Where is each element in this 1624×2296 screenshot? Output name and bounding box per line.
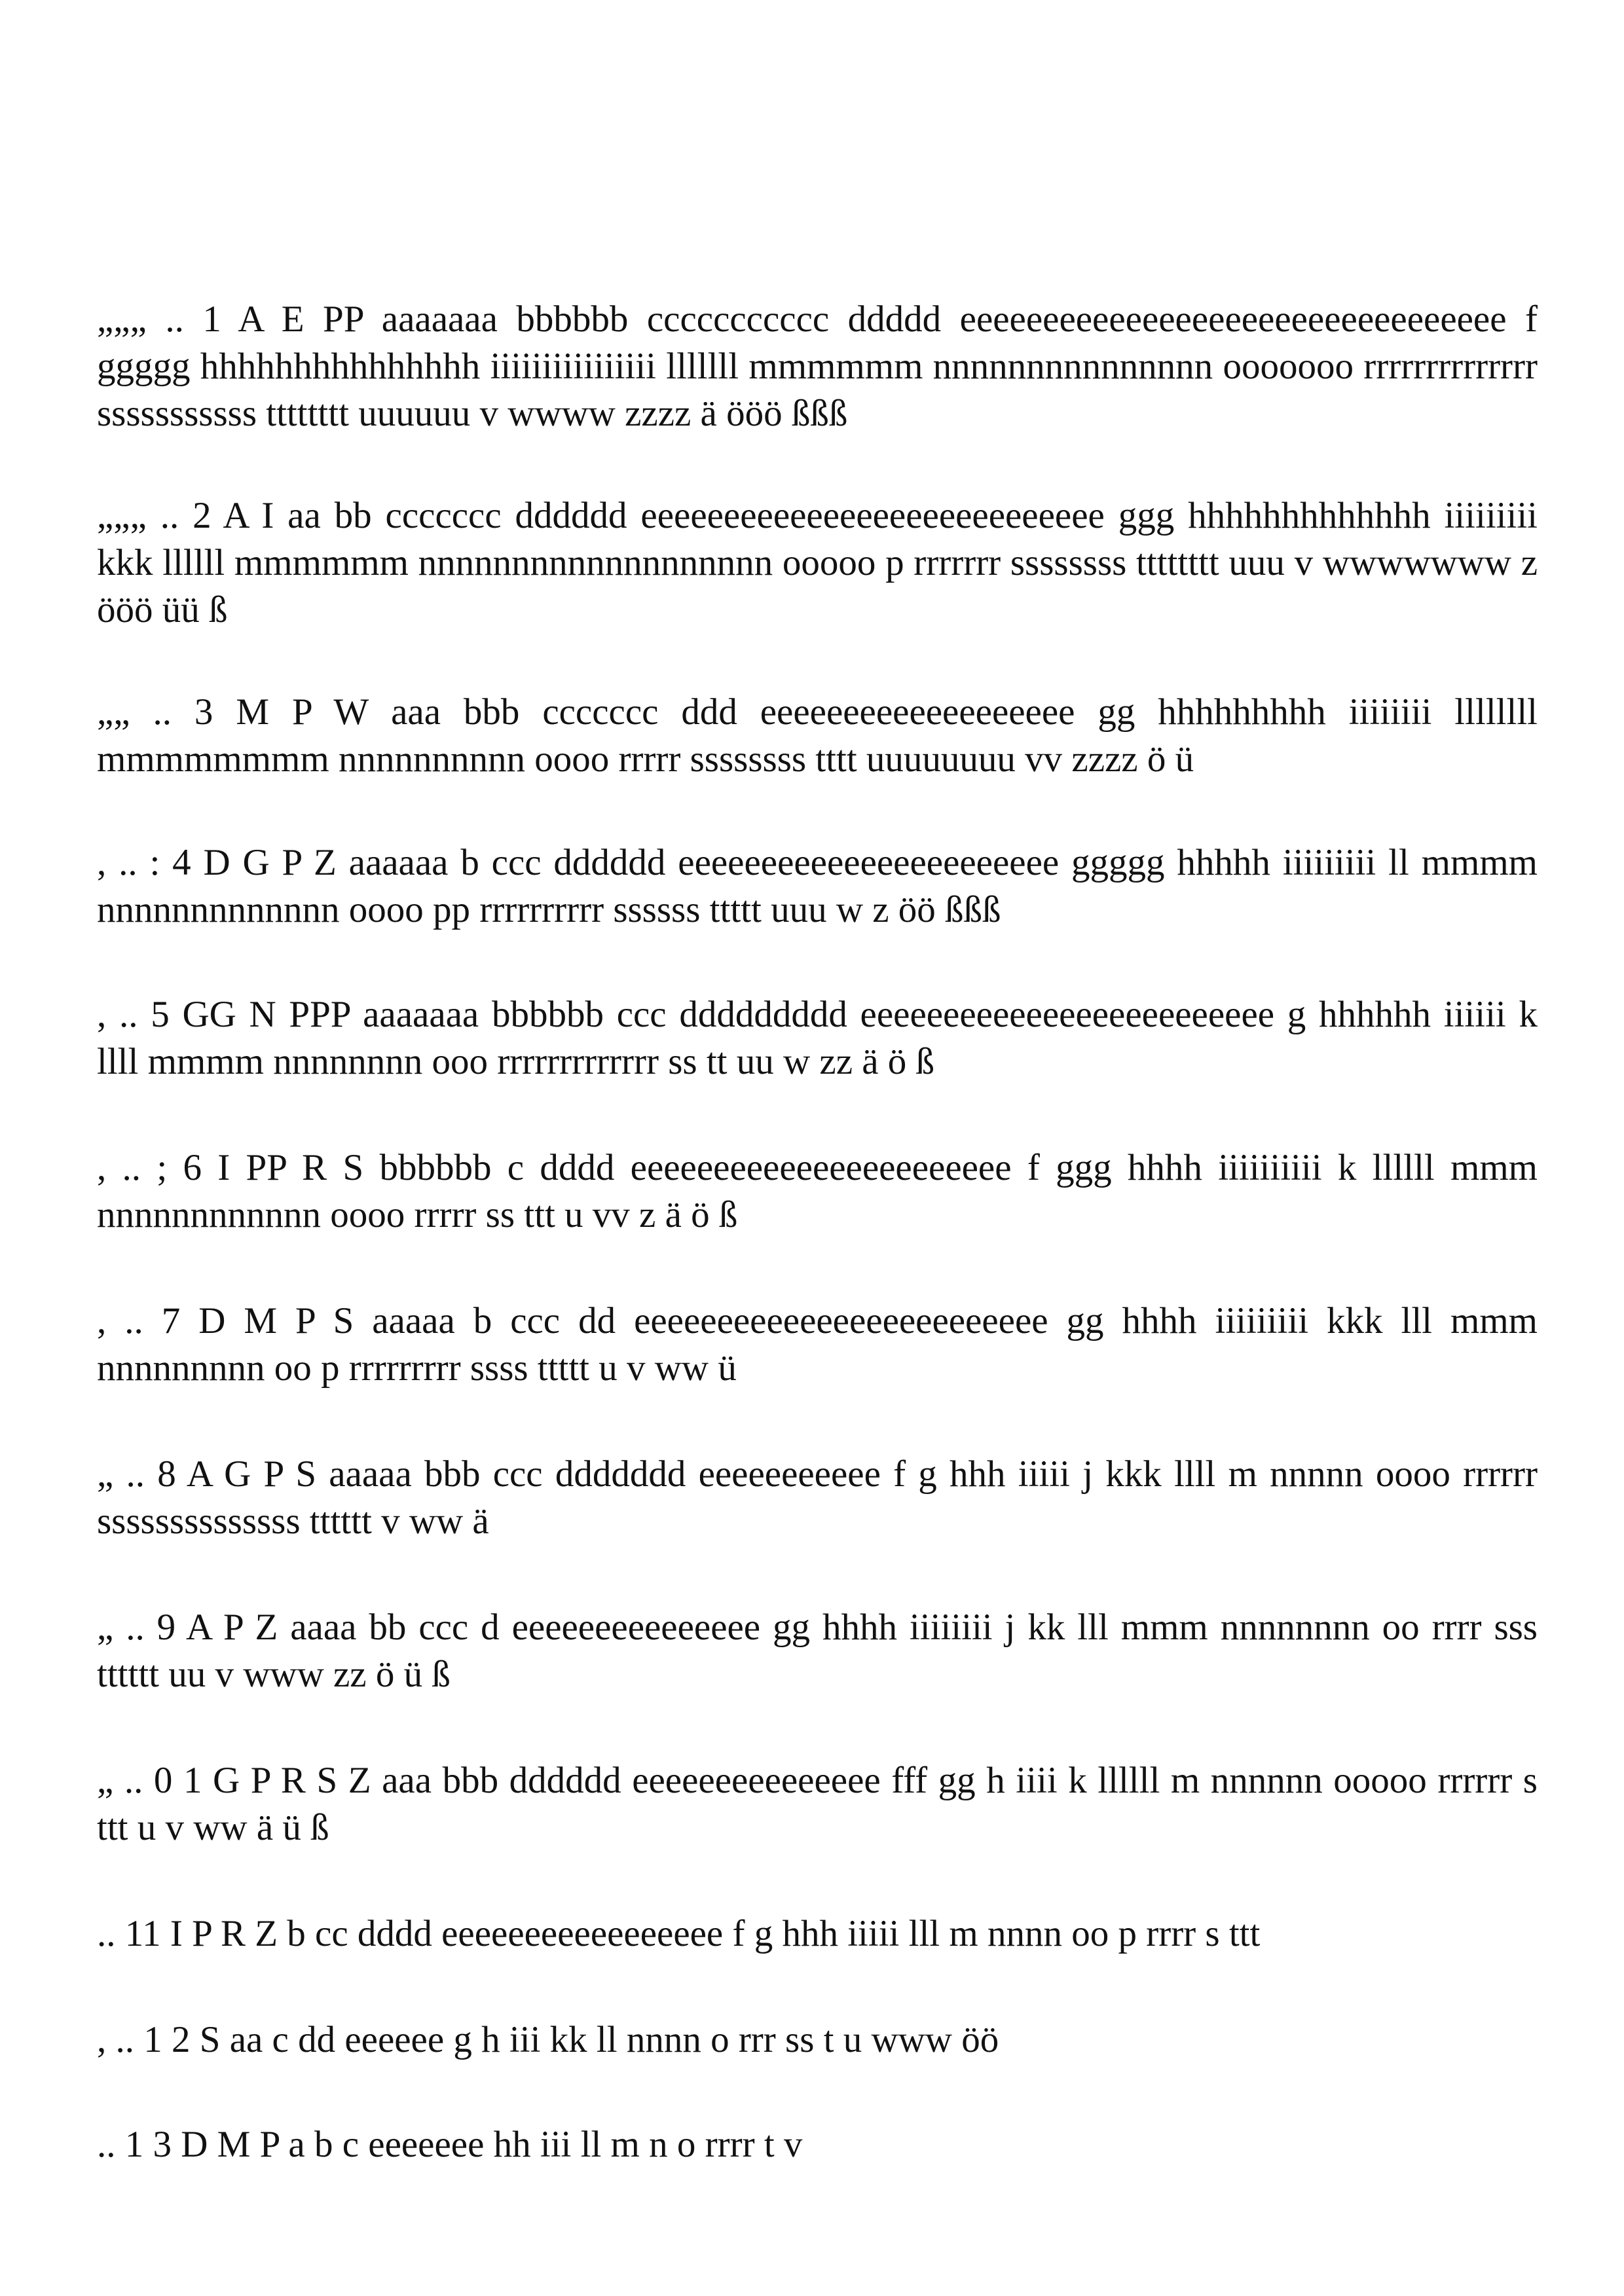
paragraph-2: „„„ .. 2 A I aa bb ccccccc dddddd eeeeeeeeeeeeeeeeeeeeeeeeeeee ggg hhhhhhhhhhhhh iiiiiiiii kkk llllll mmmmmm nnnnnnnnnnnnnnnnnnn ooooo p rrrrrrr ssssssss tttttttt uuu v wwwwwww z ööö üü ß [97, 495, 1538, 630]
paragraph-7: , .. 7 D M P S aaaaa b ccc dd eeeeeeeeeeeeeeeeeeeeeeeee gg hhhh iiiiiiiii kkk lll mmm nnnnnnnnn oo p rrrrrrrrr ssss ttttt u v ww ü [97, 1300, 1538, 1389]
paragraph-4: , .. : 4 D G P Z aaaaaa b ccc dddddd eeeeeeeeeeeeeeeeeeeeeee ggggg hhhhh iiiiiiiii ll mmmm nnnnnnnnnnnnn oooo pp rrrrrrrrrr ssssss ttttt uuu w z öö ßßß [97, 842, 1538, 930]
paragraph-5: , .. 5 GG N PPP aaaaaaa bbbbbb ccc ddddddddd eeeeeeeeeeeeeeeeeeeeeeeee g hhhhhh iiiiii k llll mmmm nnnnnnnn ooo rrrrrrrrrrrrr ss tt uu w zz ä ö ß [97, 994, 1538, 1082]
paragraph-1: „„„ .. 1 A E PP aaaaaaa bbbbbb ccccccccccc ddddd eeeeeeeeeeeeeeeeeeeeeeeeeeeeeeeee f ggggg hhhhhhhhhhhhhhh iiiiiiiiiiiiiiii lllllll mmmmmm nnnnnnnnnnnnnnn ooooooo rrrrrrrrrrrrrr sssssssssss tttttttt uuuuuu v wwww zzzz ä ööö ßßß [97, 299, 1538, 434]
paragraph-3: „„ .. 3 M P W aaa bbb ccccccc ddd eeeeeeeeeeeeeeeeeee gg hhhhhhhhh iiiiiiii llllllll mmmmmmmm nnnnnnnnnn oooo rrrrr ssssssss tttt uuuuuuuu vv zzzz ö ü [97, 691, 1538, 780]
paragraph-11: .. 11 I P R Z b cc dddd eeeeeeeeeeeeeeeee f g hhh iiiii lll m nnnn oo p rrrr s ttt [97, 1913, 1261, 1954]
paragraph-9: „ .. 9 A P Z aaaa bb ccc d eeeeeeeeeeeeeee gg hhhh iiiiiiii j kk lll mmm nnnnnnnn oo rrrr sss tttttt uu v www zz ö ü ß [97, 1607, 1538, 1695]
paragraph-6: , .. ; 6 I PP R S bbbbbb c dddd eeeeeeeeeeeeeeeeeeeeeee f ggg hhhh iiiiiiiiii k llllll mmm nnnnnnnnnnnn oooo rrrrr ss ttt u vv z ä ö ß [97, 1147, 1538, 1235]
paragraph-13: .. 1 3 D M P a b c eeeeeee hh iii ll m n o rrrr t v [97, 2124, 803, 2165]
paragraph-12: , .. 1 2 S aa c dd eeeeee g h iii kk ll nnnn o rrr ss t u www öö [97, 2019, 999, 2060]
paragraph-10: „ .. 0 1 G P R S Z aaa bbb dddddd eeeeeeeeeeeeeee fff gg h iiii k llllll m nnnnnn ooooo rrrrrr s ttt u v ww ä ü ß [97, 1760, 1538, 1848]
paragraph-8: „ .. 8 A G P S aaaaa bbb ccc ddddddd eeeeeeeeeee f g hhh iiiii j kkk llll m nnnnn oooo rrrrrr ssssssssssssss tttttt v ww ä [97, 1453, 1538, 1542]
